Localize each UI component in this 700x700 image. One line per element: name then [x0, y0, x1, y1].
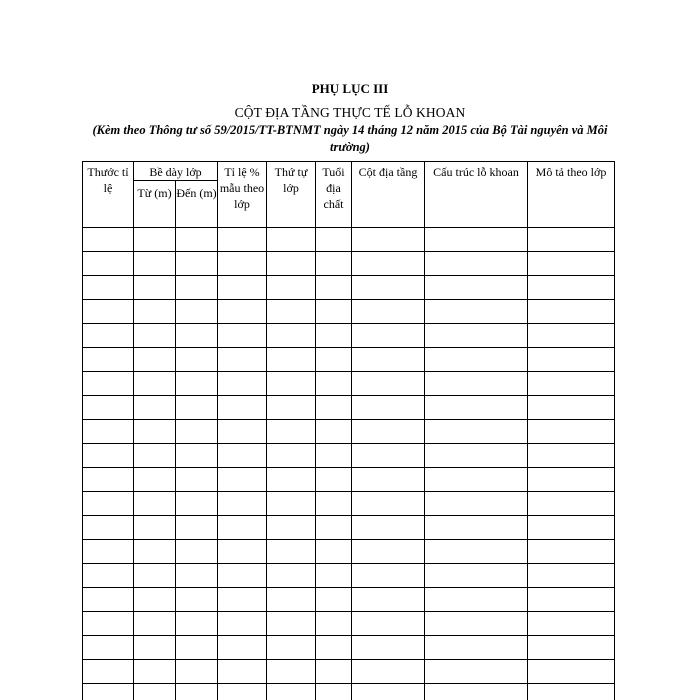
table-cell — [316, 612, 352, 636]
table-cell — [83, 420, 134, 444]
table-cell — [528, 348, 615, 372]
table-cell — [134, 300, 176, 324]
table-cell — [218, 660, 267, 684]
table-cell — [425, 660, 528, 684]
table-cell — [176, 468, 218, 492]
table-cell — [528, 276, 615, 300]
table-cell — [425, 684, 528, 700]
table-cell — [528, 540, 615, 564]
table-cell — [425, 300, 528, 324]
table-cell — [134, 588, 176, 612]
table-cell — [176, 348, 218, 372]
table-row — [83, 540, 615, 564]
table-cell — [267, 612, 316, 636]
table-cell — [134, 540, 176, 564]
table-cell — [218, 492, 267, 516]
table-row — [83, 588, 615, 612]
table-cell — [425, 564, 528, 588]
table-cell — [425, 348, 528, 372]
table-row — [83, 372, 615, 396]
table-cell — [528, 372, 615, 396]
table-cell — [134, 660, 176, 684]
table-cell — [316, 396, 352, 420]
table-cell — [352, 612, 425, 636]
table-cell — [176, 420, 218, 444]
table-cell — [316, 420, 352, 444]
table-cell — [134, 420, 176, 444]
table-row — [83, 324, 615, 348]
table-cell — [425, 276, 528, 300]
table-cell — [352, 468, 425, 492]
table-cell — [176, 228, 218, 252]
table-cell — [134, 444, 176, 468]
table-cell — [218, 372, 267, 396]
table-row — [83, 468, 615, 492]
table-row — [83, 612, 615, 636]
table-cell — [528, 444, 615, 468]
table-body — [83, 228, 615, 700]
table-cell — [134, 276, 176, 300]
table-cell — [134, 348, 176, 372]
table-cell — [218, 636, 267, 660]
table-cell — [316, 468, 352, 492]
table-cell — [267, 444, 316, 468]
table-cell — [316, 660, 352, 684]
table-cell — [352, 540, 425, 564]
table-cell — [218, 684, 267, 700]
table-cell — [425, 324, 528, 348]
table-cell — [316, 636, 352, 660]
table-cell — [176, 396, 218, 420]
table-cell — [218, 612, 267, 636]
table-cell — [267, 228, 316, 252]
table-cell — [218, 444, 267, 468]
header-layer-description: Mô tả theo lớp — [528, 162, 615, 228]
table-row — [83, 492, 615, 516]
table-cell — [267, 636, 316, 660]
table-cell — [425, 396, 528, 420]
table-header — [83, 162, 615, 228]
table-cell — [425, 228, 528, 252]
table-cell — [267, 540, 316, 564]
table-cell — [176, 564, 218, 588]
table-cell — [83, 324, 134, 348]
table-cell — [267, 348, 316, 372]
table-cell — [316, 324, 352, 348]
table-cell — [83, 516, 134, 540]
table-cell — [316, 276, 352, 300]
table-cell — [176, 300, 218, 324]
header-scale: Thước tỉ lệ — [83, 162, 134, 228]
table-cell — [528, 588, 615, 612]
table-cell — [267, 492, 316, 516]
table-cell — [352, 324, 425, 348]
table-cell — [352, 372, 425, 396]
table-cell — [528, 612, 615, 636]
table-cell — [134, 228, 176, 252]
table-cell — [528, 564, 615, 588]
table-cell — [352, 228, 425, 252]
table-cell — [176, 324, 218, 348]
table-row — [83, 252, 615, 276]
table-cell — [352, 564, 425, 588]
table-cell — [267, 564, 316, 588]
table-cell — [267, 516, 316, 540]
table-cell — [267, 300, 316, 324]
table-cell — [352, 420, 425, 444]
table-cell — [176, 492, 218, 516]
table-cell — [267, 324, 316, 348]
table-cell — [134, 468, 176, 492]
table-cell — [134, 396, 176, 420]
header-sample-ratio: Tỉ lệ % mẫu theo lớp — [218, 162, 267, 228]
table-cell — [267, 252, 316, 276]
table-cell — [316, 372, 352, 396]
table-cell — [316, 516, 352, 540]
table-cell — [176, 276, 218, 300]
table-cell — [83, 276, 134, 300]
table-cell — [134, 612, 176, 636]
table-cell — [316, 348, 352, 372]
table-cell — [83, 540, 134, 564]
table-cell — [134, 372, 176, 396]
table-cell — [352, 492, 425, 516]
table-cell — [425, 252, 528, 276]
table-row — [83, 684, 615, 700]
table-cell — [218, 396, 267, 420]
table-cell — [316, 252, 352, 276]
table-cell — [425, 420, 528, 444]
table-cell — [425, 468, 528, 492]
table-cell — [267, 660, 316, 684]
table-cell — [83, 612, 134, 636]
table-cell — [352, 444, 425, 468]
document-subtitle: (Kèm theo Thông tư số 59/2015/TT-BTNMT ngày 14 tháng 12 năm 2015 của Bộ Tài nguyên và Môi trường) — [92, 123, 608, 154]
header-borehole-structure: Cấu trúc lỗ khoan — [425, 162, 528, 228]
table-cell — [267, 372, 316, 396]
table-cell — [218, 324, 267, 348]
table-cell — [218, 516, 267, 540]
table-cell — [83, 636, 134, 660]
table-cell — [83, 396, 134, 420]
table-cell — [352, 516, 425, 540]
table-cell — [528, 252, 615, 276]
table-cell — [316, 684, 352, 700]
table-cell — [83, 444, 134, 468]
borehole-log-table — [82, 161, 615, 700]
header-layer-order: Thứ tự lớp — [267, 162, 316, 228]
table-cell — [218, 300, 267, 324]
table-cell — [528, 516, 615, 540]
table-cell — [267, 684, 316, 700]
table-cell — [425, 588, 528, 612]
table-cell — [352, 636, 425, 660]
table-cell — [218, 252, 267, 276]
table-cell — [176, 444, 218, 468]
table-row — [83, 444, 615, 468]
table-cell — [316, 492, 352, 516]
table-cell — [528, 300, 615, 324]
table-row — [83, 516, 615, 540]
document-title: CỘT ĐỊA TẦNG THỰC TẾ LỖ KHOAN — [234, 105, 466, 120]
table-cell — [267, 468, 316, 492]
header-to: Đến (m) — [176, 181, 218, 228]
table-cell — [218, 468, 267, 492]
table-cell — [528, 228, 615, 252]
header-geologic-age: Tuổi địa chất — [316, 162, 352, 228]
table-cell — [425, 492, 528, 516]
table-cell — [352, 300, 425, 324]
table-row — [83, 300, 615, 324]
table-cell — [83, 492, 134, 516]
table-cell — [352, 276, 425, 300]
table-cell — [218, 228, 267, 252]
table-cell — [134, 252, 176, 276]
table-cell — [83, 300, 134, 324]
table-row — [83, 276, 615, 300]
table-cell — [425, 636, 528, 660]
table-cell — [176, 684, 218, 700]
header-stratigraphic-column: Cột địa tầng — [352, 162, 425, 228]
table-cell — [267, 420, 316, 444]
table-row — [83, 228, 615, 252]
table-cell — [83, 252, 134, 276]
table-cell — [218, 420, 267, 444]
table-cell — [528, 684, 615, 700]
table-cell — [528, 468, 615, 492]
table-cell — [352, 252, 425, 276]
table-cell — [425, 612, 528, 636]
table-cell — [218, 348, 267, 372]
table-cell — [267, 588, 316, 612]
table-cell — [316, 444, 352, 468]
table-cell — [528, 324, 615, 348]
table-cell — [134, 516, 176, 540]
table-cell — [425, 516, 528, 540]
table-row — [83, 660, 615, 684]
header-from: Từ (m) — [134, 181, 176, 228]
table-cell — [267, 276, 316, 300]
table-cell — [83, 564, 134, 588]
table-cell — [176, 540, 218, 564]
table-cell — [316, 564, 352, 588]
table-cell — [316, 540, 352, 564]
table-cell — [176, 516, 218, 540]
table-cell — [83, 684, 134, 700]
table-cell — [267, 396, 316, 420]
table-cell — [316, 588, 352, 612]
table-cell — [352, 588, 425, 612]
table-cell — [528, 636, 615, 660]
table-row — [83, 348, 615, 372]
table-cell — [134, 492, 176, 516]
table-cell — [218, 588, 267, 612]
table-row — [83, 636, 615, 660]
table-cell — [528, 660, 615, 684]
table-cell — [218, 564, 267, 588]
table-cell — [425, 372, 528, 396]
table-cell — [528, 492, 615, 516]
table-cell — [218, 540, 267, 564]
table-cell — [83, 588, 134, 612]
table-cell — [134, 636, 176, 660]
table-cell — [176, 588, 218, 612]
table-cell — [83, 660, 134, 684]
table-cell — [176, 636, 218, 660]
table-cell — [316, 228, 352, 252]
table-cell — [218, 276, 267, 300]
appendix-title: PHỤ LỤC III — [311, 81, 389, 96]
table-cell — [528, 420, 615, 444]
table-cell — [352, 684, 425, 700]
table-cell — [352, 660, 425, 684]
table-row — [83, 396, 615, 420]
table-cell — [352, 348, 425, 372]
table-cell — [425, 540, 528, 564]
table-cell — [352, 396, 425, 420]
table-cell — [176, 660, 218, 684]
table-cell — [134, 324, 176, 348]
table-cell — [134, 564, 176, 588]
table-cell — [83, 372, 134, 396]
header-thickness: Bề dày lớp — [134, 162, 218, 181]
table-cell — [176, 612, 218, 636]
table-cell — [83, 468, 134, 492]
table-row — [83, 564, 615, 588]
table-cell — [425, 444, 528, 468]
table-cell — [528, 396, 615, 420]
table-cell — [83, 348, 134, 372]
table-row — [83, 420, 615, 444]
table-cell — [134, 684, 176, 700]
table-cell — [316, 300, 352, 324]
table-cell — [176, 252, 218, 276]
table-cell — [83, 228, 134, 252]
table-cell — [176, 372, 218, 396]
